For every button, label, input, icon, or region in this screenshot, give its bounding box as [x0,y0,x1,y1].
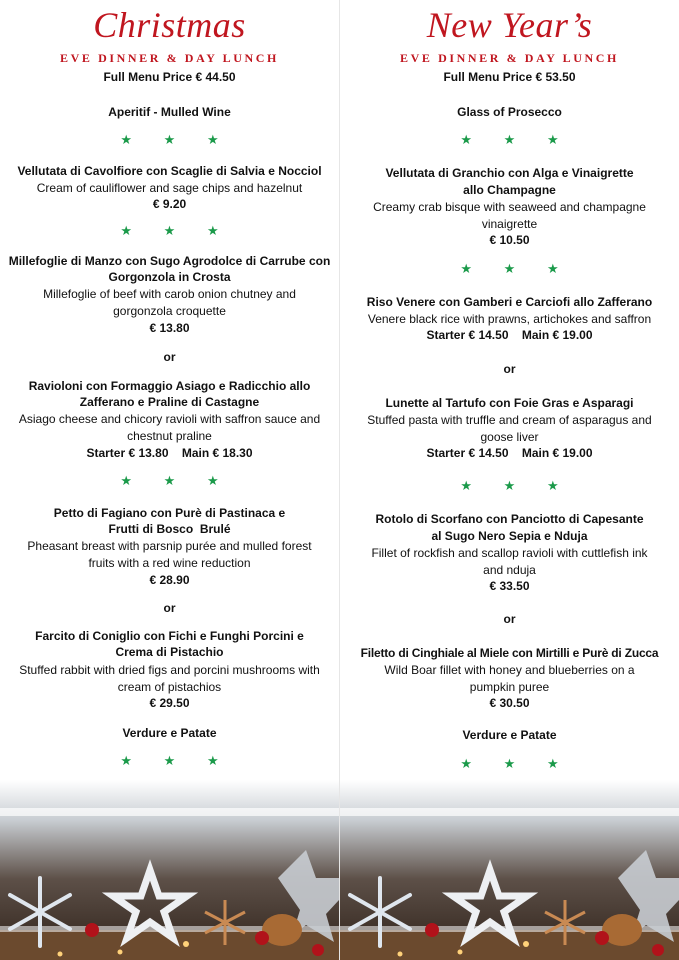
dish-description: and nduja [483,563,536,577]
sides: Verdure e Patate [462,728,557,742]
dish-description: Venere black rice with prawns, artichokes and saffron [367,312,652,326]
dish-description: Cream of cauliflower and sage chips and hazelnut [36,181,303,195]
dish-price: € 33.50 [489,579,530,593]
stars-divider: ★ ★ ★ [120,753,233,768]
or-separator: or [163,350,176,364]
dish-price: Starter € 14.50 Main € 19.00 [426,328,593,342]
sides: Verdure e Patate [122,726,217,740]
stars-divider: ★ ★ ★ [120,223,233,238]
dish-description: vinaigrette [481,217,538,231]
dish-name: Vellutata di Cavolfiore con Scaglie di Salvia e Nocciol [17,164,322,178]
dish-price: Starter € 14.50 Main € 19.00 [426,446,593,460]
stars-divider: ★ ★ ★ [460,132,573,147]
dish-name: Gorgonzola in Crosta [108,270,231,284]
dish-price: Starter € 13.80 Main € 18.30 [86,446,253,460]
dish-price: € 13.80 [149,321,190,335]
new-year-menu [340,0,679,960]
dish-description: fruits with a red wine reduction [88,556,251,570]
dish-price: € 10.50 [489,233,530,247]
new-year-title: New Year’s [426,5,593,45]
dish-description: gorgonzola croquette [113,304,226,318]
dish-description: Creamy crab bisque with seaweed and champagne [373,200,646,214]
dish-name: Riso Venere con Gamberi e Carciofi allo Zafferano [366,295,653,309]
dish-description: Asiago cheese and chicory ravioli with saffron sauce and [18,412,321,426]
dish-name: al Sugo Nero Sepia e Nduja [431,529,588,543]
dish-description: Fillet of rockfish and scallop ravioli with cuttlefish ink [371,546,648,560]
dish-name: Lunette al Tartufo con Foie Gras e Asparagi [385,396,634,410]
holiday-decoration-image [340,780,679,960]
dish-name: Zafferano e Praline di Castagne [79,395,260,409]
or-separator: or [503,612,516,626]
dish-name: Farcito di Coniglio con Fichi e Funghi Porcini e [35,629,304,643]
dish-name: Frutti di Bosco Brulé [108,522,231,536]
dish-description: pumpkin puree [469,680,550,694]
stars-divider: ★ ★ ★ [120,132,233,147]
new-year-full-price: Full Menu Price € 53.50 [443,70,576,84]
dish-price: € 29.50 [149,696,190,710]
dish-description: cream of pistachios [117,680,222,694]
dish-price: € 30.50 [489,696,530,710]
dish-name: Vellutata di Granchio con Alga e Vinaigrette [385,166,634,180]
dish-description: Pheasant breast with parsnip purée and mulled forest [27,539,312,553]
new-year-subtitle: EVE DINNER & DAY LUNCH [400,51,619,65]
christmas-aperitif: Aperitif - Mulled Wine [108,105,231,119]
christmas-subtitle: EVE DINNER & DAY LUNCH [60,51,279,65]
dish-description: Stuffed rabbit with dried figs and porcini mushrooms with [19,663,320,677]
dish-name: Millefoglie di Manzo con Sugo Agrodolce di Carrube con [8,254,331,268]
stars-divider: ★ ★ ★ [120,473,233,488]
christmas-title: Christmas [93,5,246,45]
holiday-decoration-image [0,780,339,960]
dish-name: Crema di Pistachio [115,645,224,659]
dish-description: Millefoglie of beef with carob onion chutney and [43,287,296,301]
dish-description: Stuffed pasta with truffle and cream of asparagus and [367,413,652,427]
or-separator: or [503,362,516,376]
new-year-aperitif: Glass of Prosecco [457,105,562,119]
stars-divider: ★ ★ ★ [460,261,573,276]
dish-description: chestnut praline [127,429,212,443]
or-separator: or [163,601,176,615]
dish-name: Filetto di Cinghiale al Miele con Mirtilli e Purè di Zucca [360,646,659,660]
dish-name: Ravioloni con Formaggio Asiago e Radicchio allo [28,379,311,393]
dish-price: € 28.90 [149,573,190,587]
christmas-full-price: Full Menu Price € 44.50 [103,70,236,84]
dish-name: Petto di Fagiano con Purè di Pastinaca e [53,506,286,520]
dish-name: Rotolo di Scorfano con Panciotto di Capesante [375,512,644,526]
stars-divider: ★ ★ ★ [460,756,573,771]
dish-price: € 9.20 [152,197,187,211]
dish-description: Wild Boar fillet with honey and blueberries on a [384,663,635,677]
dish-description: goose liver [480,430,539,444]
christmas-menu [0,0,339,960]
dish-name: allo Champagne [463,183,556,197]
stars-divider: ★ ★ ★ [460,478,573,493]
